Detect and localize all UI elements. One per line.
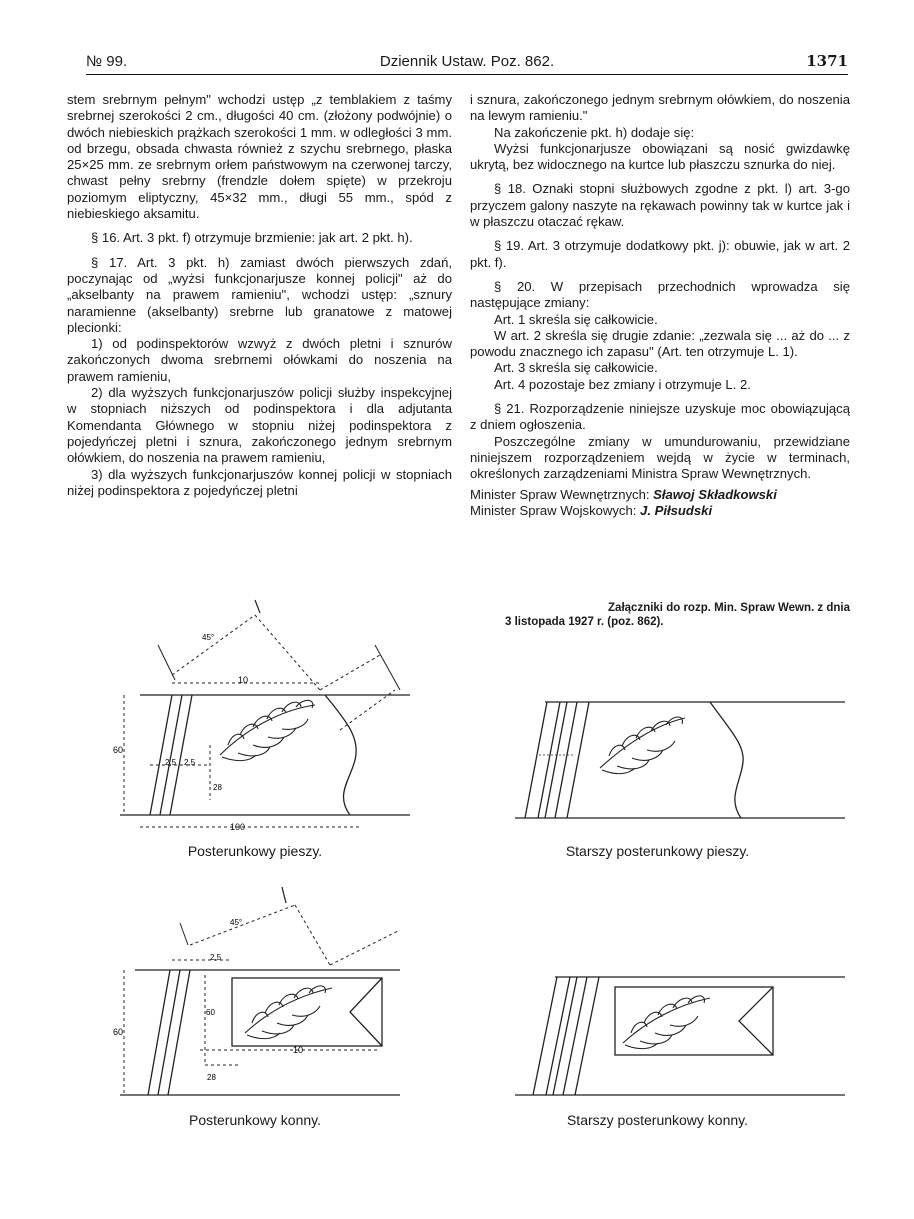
paragraph: Wyżsi funkcjonarjusze obowiązani są nosić gwizdawkę ukrytą, bez widocznego na kurtce lub płaszczu sznurka do niej. [470, 140, 850, 173]
paragraph-18: § 18. Oznaki stopni służbowych zgodne z pkt. l) art. 3-go przyczem galony naszyte na rękawach powinny tak w kurtce jak i w płaszczu otaczać rękaw. [470, 181, 850, 230]
paragraph-17: § 17. Art. 3 pkt. h) zamiast dwóch pierwszych zdań, poczynając od „wyżsi funkcjonarjusze konnej policji" aż do „akselbanty na prawem ramieniu", wchodzi ustęp: „sznury naramienne (akselbanty) srebrne lub granatowe z matowej plecionki: [67, 254, 452, 335]
signature-line [470, 503, 850, 519]
list-item: 2) dla wyższych funkcjonarjuszów policji służby inspekcyjnej w stopniach niższych od podinspektora i dla adjutanta Komendanta Głównego w stopniu niżej podinspektora z pojedyńczej pletni i sznura, zakończonego jednym srebrnym ołówkiem, do noszenia na prawem ramieniu, [67, 385, 452, 466]
left-column [67, 92, 452, 499]
paragraph: Poszczególne zmiany w umundurowaniu, przewidziane niniejszem rozporządzeniem wejdą w życie w terminach, określonych zarządzeniami Ministra Spraw Wewnętrznych. [470, 433, 850, 482]
dimension-label: 2,5 [210, 953, 222, 962]
figure-caption: Posterunkowy konny. [188, 1112, 322, 1128]
list-item: 3) dla wyższych funkcjonarjuszów konnej policji w stopniach niżej podinspektora z pojedyńczej pletni [67, 466, 452, 498]
dimension-label: 45° [202, 633, 215, 642]
paragraph: Na zakończenie pkt. h) dodaje się: [494, 124, 695, 140]
paragraph: stem srebrnym pełnym" wchodzi ustęp „z temblakiem z taśmy srebrnej szerokości 2 cm., długości 40 cm. (złożony podwójnie) o dwóch niebieskich prążkach szerokości 1 mm. w odległości 3 mm. od brzegu, obsada chwasta również z szychu srebrnego, płaska 25×25 mm. ze srebrnym orłem państwowym na czerwonej tarczy, chwast pełny srebrny (frendzle dołem spięte) w przekroju poziomym eliptyczny, 45×32 mm., długi 55 mm., spód z niebieskiego aksamitu. [67, 92, 452, 222]
dimension-label: 2,5 [184, 758, 196, 767]
figure-caption: Posterunkowy pieszy. [187, 843, 323, 859]
page-header [86, 52, 848, 75]
list-item: W art. 2 skreśla się drugie zdanie: „zezwala się ... aż do ... z powodu znacznego ich zapasu" (Art. ten otrzymuje L. 1). [470, 327, 850, 360]
dimension-label: 60 [113, 1027, 124, 1037]
dimension-label: 2,5 [165, 758, 177, 767]
paragraph-21: § 21. Rozporządzenie niniejsze uzyskuje moc obowiązującą z dniem ogłoszenia. [470, 401, 850, 433]
attachment-note-line: Załączniki do rozp. Min. Spraw Wewn. z dnia [608, 602, 850, 614]
list-item: Art. 4 pozostaje bez zmiany i otrzymuje L. 2. [494, 376, 751, 392]
dimension-label: 10 [293, 1045, 304, 1055]
signature-block [470, 487, 850, 520]
dimension-label: 60 [206, 1008, 215, 1017]
signature-line [470, 487, 850, 503]
signature-role: Minister Spraw Wewnętrznych: [470, 486, 650, 502]
list-item: 1) od podinspektorów wzwyż z dwóch pletni i sznurów zakończonych dwoma srebrnemi ołówkami do noszenia na prawem ramieniu, [67, 336, 452, 384]
figure-caption: Starszy posterunkowy pieszy. [565, 843, 750, 859]
dimension-label: 60 [113, 745, 124, 755]
signature-name: Sławoj Składkowski [653, 486, 777, 502]
attachment-note-line: 3 listopada 1927 r. (poz. 862). [505, 615, 664, 628]
figure-posterunkowy-pieszy [110, 595, 430, 840]
attachment-note [505, 602, 850, 629]
dimension-label: 100 [230, 822, 246, 832]
issue-number: № 99. [86, 53, 128, 70]
dimension-label: 45° [230, 918, 243, 927]
paragraph: i sznura, zakończonego jednym srebrnym ołówkiem, do noszenia na lewym ramieniu." [470, 92, 850, 124]
signature-name: J. Piłsudski [640, 502, 713, 518]
figure-starszy-posterunkowy-pieszy [505, 690, 850, 840]
paragraph-16: § 16. Art. 3 pkt. f) otrzymuje brzmienie: jak art. 2 pkt. h). [91, 230, 413, 246]
page-number: 1371 [806, 52, 848, 70]
journal-title: Dziennik Ustaw. Poz. 862. [379, 53, 555, 70]
dimension-label: 10 [238, 675, 249, 685]
dimension-label: 28 [213, 783, 222, 792]
figure-starszy-posterunkowy-konny [505, 965, 850, 1110]
figure-posterunkowy-konny [110, 885, 410, 1110]
paragraph-20: § 20. W przepisach przechodnich wprowadza się następujące zmiany: [470, 278, 850, 311]
right-column [470, 92, 850, 519]
list-item: Art. 1 skreśla się całkowicie. [494, 311, 658, 327]
signature-role: Minister Spraw Wojskowych: [470, 502, 637, 518]
list-item: Art. 3 skreśla się całkowicie. [494, 360, 658, 376]
paragraph-19: § 19. Art. 3 otrzymuje dodatkowy pkt. j): obuwie, jak w art. 2 pkt. f). [470, 238, 850, 270]
figure-caption: Starszy posterunkowy konny. [566, 1112, 749, 1128]
dimension-label: 28 [207, 1073, 216, 1082]
